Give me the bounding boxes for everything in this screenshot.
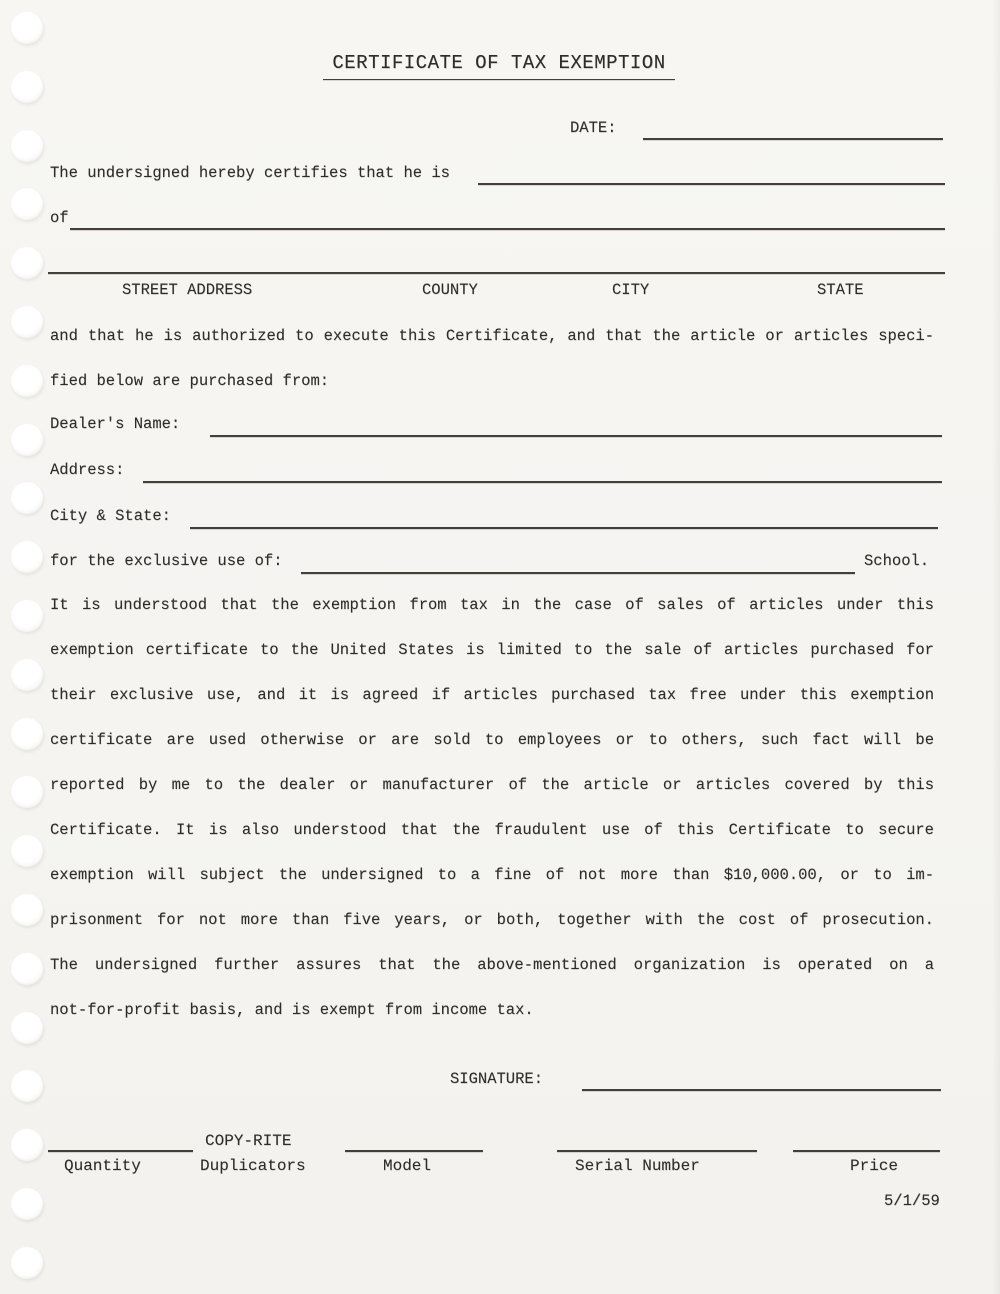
punch-hole — [11, 776, 43, 808]
punch-hole — [11, 659, 43, 691]
dealer-address-label: Address: — [50, 461, 125, 479]
body-paragraph-line: The undersigned further assures that the above-mentioned organization is operated on a — [50, 956, 934, 974]
punch-hole — [11, 130, 43, 162]
punch-hole — [11, 1188, 43, 1220]
authorization-line-2: fied below are purchased from: — [50, 372, 330, 390]
date-input-line[interactable] — [643, 138, 943, 140]
punch-hole — [11, 953, 43, 985]
dealer-name-input-line[interactable] — [210, 435, 942, 437]
punch-hole — [11, 1247, 43, 1279]
punch-hole — [11, 247, 43, 279]
of-label: of — [50, 209, 69, 227]
model-input-line[interactable] — [345, 1150, 483, 1152]
exclusive-use-label: for the exclusive use of: — [50, 552, 283, 570]
county-column-label: COUNTY — [422, 281, 478, 299]
punch-hole — [11, 424, 43, 456]
serial-number-column-label: Serial Number — [575, 1157, 700, 1175]
punch-hole — [11, 482, 43, 514]
brand-name-line1: COPY-RITE — [205, 1132, 292, 1150]
punch-hole — [11, 1012, 43, 1044]
certify-label: The undersigned hereby certifies that he is — [50, 164, 450, 182]
body-paragraph-line: It is understood that the exemption from tax in the case of sales of articles under this — [50, 596, 934, 614]
body-paragraph-line: not-for-profit basis, and is exempt from income tax. — [50, 1001, 534, 1019]
punch-hole — [11, 306, 43, 338]
dealer-city-state-label: City & State: — [50, 507, 171, 525]
punch-hole — [11, 71, 43, 103]
quantity-column-label: Quantity — [64, 1157, 141, 1175]
body-paragraph-line: reported by me to the dealer or manufacturer of the article or articles covered by this — [50, 776, 934, 794]
punch-hole — [11, 541, 43, 573]
state-column-label: STATE — [817, 281, 864, 299]
body-paragraph-line: prisonment for not more than five years, or both, together with the cost of prosecution. — [50, 911, 934, 929]
signature-input-line[interactable] — [582, 1089, 941, 1091]
organization-input-line[interactable] — [70, 228, 945, 230]
model-column-label: Model — [383, 1157, 432, 1175]
page-title: CERTIFICATE OF TAX EXEMPTION — [332, 52, 666, 74]
form-date: 5/1/59 — [884, 1192, 940, 1210]
body-paragraph-line: exemption certificate to the United States is limited to the sale of articles purchased for — [50, 641, 934, 659]
address-input-line[interactable] — [48, 272, 945, 274]
punch-hole — [11, 894, 43, 926]
signature-label: SIGNATURE: — [450, 1070, 544, 1088]
punch-hole — [11, 1070, 43, 1102]
punch-hole — [11, 1129, 43, 1161]
quantity-input-line[interactable] — [48, 1150, 193, 1152]
punch-hole — [11, 12, 43, 44]
city-column-label: CITY — [612, 281, 650, 299]
street-address-column-label: STREET ADDRESS — [122, 281, 253, 299]
body-paragraph-line: Certificate. It is also understood that the fraudulent use of this Certificate to secure — [50, 821, 934, 839]
body-paragraph-line: their exclusive use, and it is agreed if articles purchased tax free under this exemption — [50, 686, 934, 704]
punch-hole — [11, 365, 43, 397]
exclusive-use-input-line[interactable] — [301, 572, 855, 574]
body-paragraph-line: exemption will subject the undersigned to a fine of not more than $10,000.00, or to im- — [50, 866, 934, 884]
authorization-line-1: and that he is authorized to execute this Certificate, and that the article or articles speci- — [50, 327, 934, 345]
serial-number-input-line[interactable] — [557, 1150, 757, 1152]
punch-hole — [11, 835, 43, 867]
certifier-name-input-line[interactable] — [478, 183, 945, 185]
dealer-city-state-input-line[interactable] — [190, 527, 938, 529]
date-label: DATE: — [570, 119, 617, 137]
school-suffix-label: School. — [864, 552, 930, 570]
price-column-label: Price — [850, 1157, 899, 1175]
punch-hole — [11, 188, 43, 220]
punch-hole — [11, 718, 43, 750]
dealer-address-input-line[interactable] — [143, 481, 942, 483]
body-paragraph-line: certificate are used otherwise or are sold to employees or to others, such fact will be — [50, 731, 934, 749]
punch-hole — [11, 600, 43, 632]
price-input-line[interactable] — [793, 1150, 940, 1152]
brand-name-line2: Duplicators — [200, 1157, 306, 1175]
title-underline — [323, 79, 675, 80]
dealer-name-label: Dealer's Name: — [50, 415, 181, 433]
